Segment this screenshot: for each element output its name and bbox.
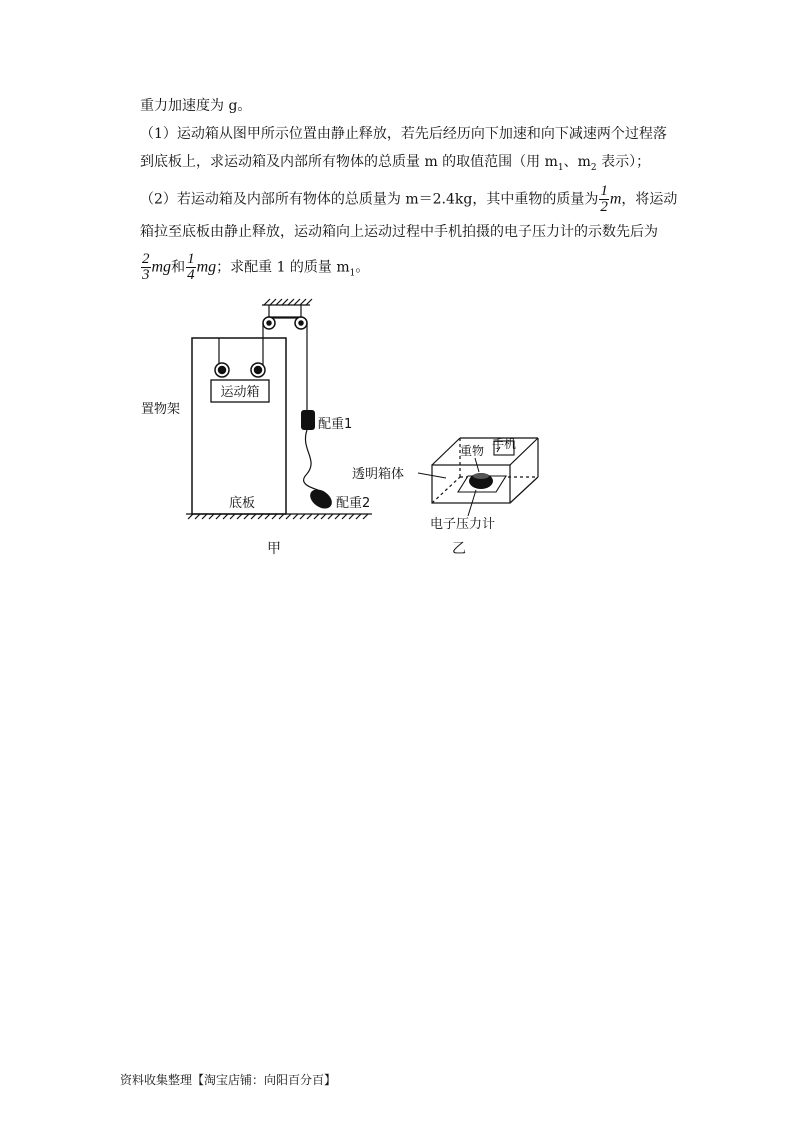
transparent-box — [432, 438, 538, 503]
rack-label: 置物架 — [141, 402, 181, 417]
box-pulleys — [215, 363, 265, 377]
question-2-line-1: （2）若运动箱及内部所有物体的总质量为 m＝2.4kg，其中重物的质量为 $\frac{1}{2}$ m，将运动 — [140, 183, 678, 215]
question-2-line-2: 箱拉至底板由静止释放，运动箱向上运动过程中手机拍摄的电子压力计的示数先后为 — [140, 224, 658, 240]
footer: 资料收集整理【淘宝店铺：向阳百分百】 — [120, 1073, 337, 1087]
top-pulleys — [263, 317, 307, 329]
rack-frame — [192, 338, 286, 514]
motion-box-label: 运动箱 — [220, 385, 260, 400]
transparent-box-label: 透明箱体 — [352, 467, 405, 482]
caption-yi: 乙 — [452, 541, 466, 557]
question-1-line-1: （1）运动箱从图甲所示位置由静止释放，若先后经历向下加速和向下减速两个过程落 — [140, 126, 667, 142]
caption-jia: 甲 — [267, 541, 281, 557]
counterweight-2-label: 配重2 — [336, 496, 371, 511]
heavy-object-label: 重物 — [460, 444, 485, 458]
fraction-two-thirds: $\frac{2}{3}$ — [142, 251, 150, 283]
fraction-one-quarter: $\frac{1}{4}$ — [187, 251, 195, 283]
ceiling-support — [262, 299, 312, 318]
counterweight-2 — [307, 486, 336, 513]
phone-label: 手机 — [492, 437, 517, 451]
question-2-line-3: $\frac{2}{3}$ mg和 $\frac{1}{4}$ mg；求配重 1 的质量 $m_1$。 — [142, 251, 370, 283]
electronic-scale-label: 电子压力计 — [430, 517, 496, 532]
question-1-line-2: 到底板上，求运动箱及内部所有物体的总质量 m 的取值范围（用 $m_1$、$m_2$ 表示）； — [140, 154, 651, 173]
fraction-half: $\frac{1}{2}$ — [600, 183, 608, 215]
text-line-gravity: 重力加速度为 g。 — [140, 98, 252, 114]
ropes — [219, 317, 318, 490]
counterweight-1 — [301, 410, 315, 430]
counterweight-1-label: 配重1 — [318, 417, 353, 432]
floor-label: 底板 — [228, 496, 256, 511]
